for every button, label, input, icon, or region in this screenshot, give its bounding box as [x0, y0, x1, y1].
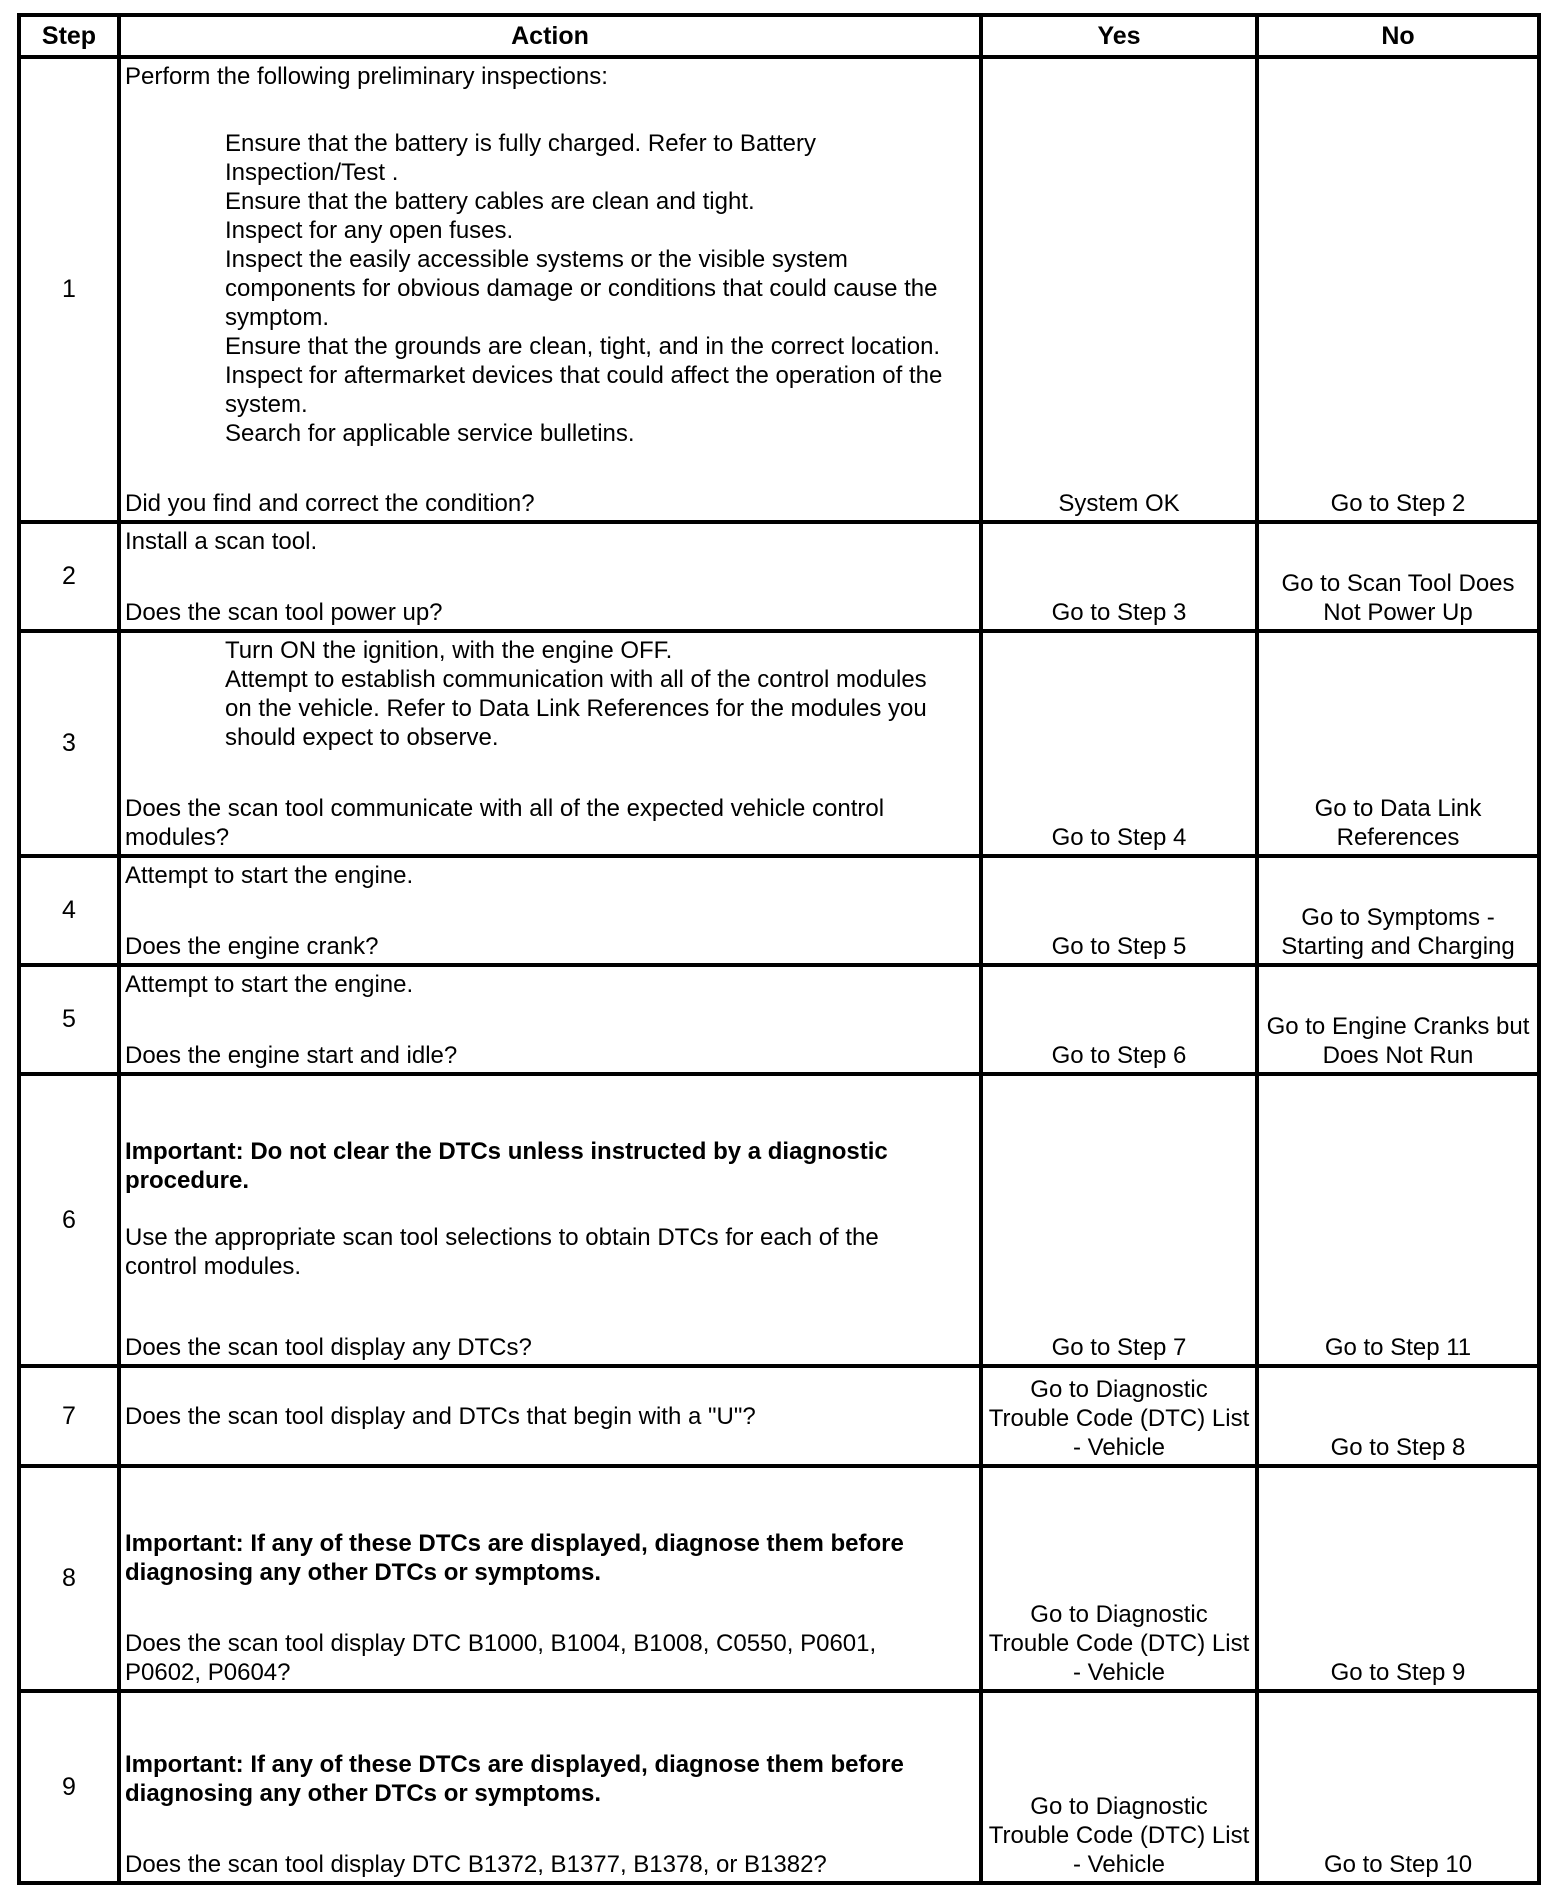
- action-question: Does the scan tool communicate with all of the expected vehicle control modules?: [125, 795, 885, 851]
- important-note: Important: If any of these DTCs are displayed, diagnose them before diagnosing any other DTCs or symptoms.: [125, 1530, 904, 1586]
- yes-outcome: Go to Diagnostic Trouble Code (DTC) List - Vehicle: [981, 1691, 1257, 1883]
- action-cell: [119, 1366, 981, 1466]
- action-cell: [119, 57, 981, 522]
- header-step: Step: [19, 15, 119, 57]
- diagnostic-table: [17, 13, 1541, 1885]
- step-number: 5: [19, 965, 119, 1074]
- action-intro: Perform the following preliminary inspections:: [125, 63, 608, 90]
- no-outcome: Go to Scan Tool Does Not Power Up: [1257, 522, 1539, 631]
- no-outcome: Go to Step 9: [1257, 1466, 1539, 1691]
- action-intro: Attempt to start the engine.: [125, 971, 414, 998]
- action-question: Does the engine crank?: [125, 933, 379, 960]
- action-question: Does the scan tool display DTC B1000, B1004, B1008, C0550, P0601, P0602, P0604?: [125, 1630, 877, 1686]
- action-cell: [119, 631, 981, 856]
- step-number: 4: [19, 856, 119, 965]
- step-number: 3: [19, 631, 119, 856]
- yes-outcome: Go to Step 6: [981, 965, 1257, 1074]
- no-outcome: Go to Engine Cranks but Does Not Run: [1257, 965, 1539, 1074]
- action-question: Does the scan tool display and DTCs that begin with a "U"?: [125, 1403, 756, 1430]
- table-row: [19, 965, 1539, 1074]
- action-cell: [119, 965, 981, 1074]
- no-outcome: Go to Step 2: [1257, 57, 1539, 522]
- step-number: 1: [19, 57, 119, 522]
- action-cell: [119, 856, 981, 965]
- bullet-list: [125, 129, 975, 448]
- yes-outcome: Go to Step 7: [981, 1074, 1257, 1366]
- yes-outcome: Go to Step 3: [981, 522, 1257, 631]
- table-row: [19, 57, 1539, 522]
- step-number: 6: [19, 1074, 119, 1366]
- action-question: Does the scan tool display any DTCs?: [125, 1334, 532, 1361]
- list-item: Inspect the easily accessible systems or the visible system components for obvious damage or conditions that could cause the symptom.: [225, 246, 938, 331]
- list-item: Turn ON the ignition, with the engine OFF.: [225, 637, 673, 664]
- yes-outcome: Go to Diagnostic Trouble Code (DTC) List - Vehicle: [981, 1366, 1257, 1466]
- no-outcome: Go to Symptoms - Starting and Charging: [1257, 856, 1539, 965]
- header-row: [19, 15, 1539, 57]
- bullet-list: [125, 636, 975, 752]
- action-intro: Install a scan tool.: [125, 528, 318, 555]
- table-row: [19, 522, 1539, 631]
- yes-outcome: System OK: [981, 57, 1257, 522]
- no-outcome: Go to Step 11: [1257, 1074, 1539, 1366]
- step-number: 2: [19, 522, 119, 631]
- action-cell: [119, 522, 981, 631]
- action-intro: Use the appropriate scan tool selections to obtain DTCs for each of the control modules.: [125, 1224, 879, 1280]
- header-yes: Yes: [981, 15, 1257, 57]
- table-row: [19, 1691, 1539, 1883]
- table-row: [19, 1366, 1539, 1466]
- list-item: Ensure that the battery cables are clean and tight.: [225, 188, 755, 215]
- action-question: Does the scan tool display DTC B1372, B1377, B1378, or B1382?: [125, 1851, 827, 1878]
- no-outcome: Go to Step 8: [1257, 1366, 1539, 1466]
- action-cell: [119, 1691, 981, 1883]
- list-item: Inspect for any open fuses.: [225, 217, 514, 244]
- table-row: [19, 856, 1539, 965]
- step-number: 7: [19, 1366, 119, 1466]
- action-cell: [119, 1466, 981, 1691]
- important-note: Important: If any of these DTCs are displayed, diagnose them before diagnosing any other DTCs or symptoms.: [125, 1751, 904, 1807]
- action-question: Did you find and correct the condition?: [125, 490, 535, 517]
- list-item: Inspect for aftermarket devices that could affect the operation of the system.: [225, 362, 943, 418]
- list-item: Attempt to establish communication with all of the control modules on the vehicle. Refer to Data Link References for the modules you should expect to observe.: [225, 666, 927, 751]
- no-outcome: Go to Step 10: [1257, 1691, 1539, 1883]
- yes-outcome: Go to Step 5: [981, 856, 1257, 965]
- step-number: 9: [19, 1691, 119, 1883]
- list-item: Search for applicable service bulletins.: [225, 420, 635, 447]
- table-row: [19, 631, 1539, 856]
- action-question: Does the engine start and idle?: [125, 1042, 458, 1069]
- header-action: Action: [119, 15, 981, 57]
- action-intro: Attempt to start the engine.: [125, 862, 414, 889]
- yes-outcome: Go to Step 4: [981, 631, 1257, 856]
- list-item: Ensure that the battery is fully charged. Refer to Battery Inspection/Test .: [225, 130, 816, 186]
- no-outcome: Go to Data Link References: [1257, 631, 1539, 856]
- important-note: Important: Do not clear the DTCs unless instructed by a diagnostic procedure.: [125, 1138, 888, 1194]
- action-cell: [119, 1074, 981, 1366]
- step-number: 8: [19, 1466, 119, 1691]
- action-question: Does the scan tool power up?: [125, 599, 443, 626]
- table-row: [19, 1466, 1539, 1691]
- header-no: No: [1257, 15, 1539, 57]
- table-row: [19, 1074, 1539, 1366]
- list-item: Ensure that the grounds are clean, tight, and in the correct location.: [225, 333, 941, 360]
- yes-outcome: Go to Diagnostic Trouble Code (DTC) List - Vehicle: [981, 1466, 1257, 1691]
